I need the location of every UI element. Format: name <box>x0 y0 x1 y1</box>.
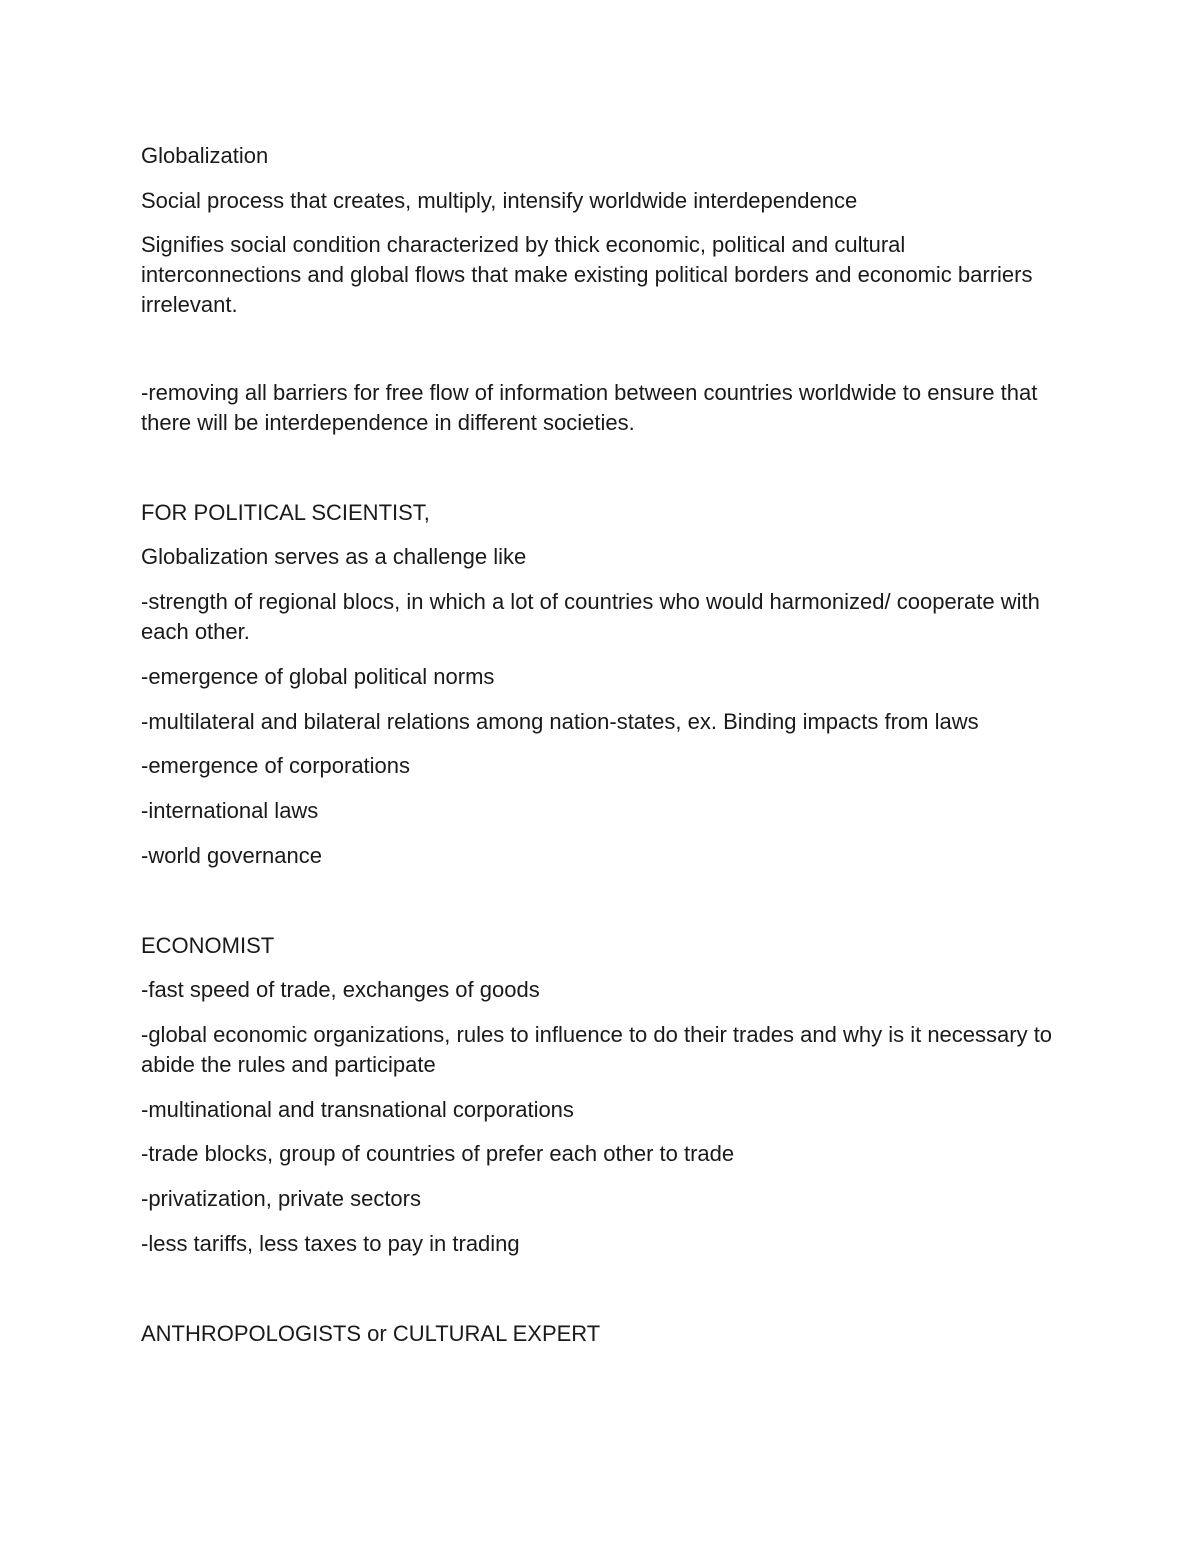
section-heading-economist: ECONOMIST <box>141 933 275 958</box>
list-item: -emergence of global political norms <box>141 664 495 689</box>
list-item: -emergence of corporations <box>141 753 411 778</box>
list-item: -trade blocks, group of countries of prefer each other to trade <box>141 1141 735 1166</box>
list-item: -multinational and transnational corporations <box>141 1097 574 1122</box>
document-title: Globalization <box>141 143 269 168</box>
section-heading-political: FOR POLITICAL SCIENTIST, <box>141 500 430 525</box>
list-item: -international laws <box>141 798 319 823</box>
list-item: -world governance <box>141 843 322 868</box>
list-item: -fast speed of trade, exchanges of goods <box>141 977 540 1002</box>
definition-paragraph: Social process that creates, multiply, intensify worldwide interdependence <box>141 188 858 213</box>
list-item: -privatization, private sectors <box>141 1186 421 1211</box>
section-intro: Globalization serves as a challenge like <box>141 544 527 569</box>
definition-paragraph: -removing all barriers for free flow of information between countries worldwide to ensure that there will be interdependence in different societies. <box>141 380 1038 435</box>
section-heading-anthropologists: ANTHROPOLOGISTS or CULTURAL EXPERT <box>141 1321 601 1346</box>
list-item: -strength of regional blocs, in which a lot of countries who would harmonized/ cooperate with each other. <box>141 589 1040 644</box>
definition-paragraph: Signifies social condition characterized by thick economic, political and cultural interconnections and global flows that make existing political borders and economic barriers irrelevant. <box>141 232 1033 317</box>
list-item: -global economic organizations, rules to influence to do their trades and why is it necessary to abide the rules and participate <box>141 1022 1053 1077</box>
list-item: -less tariffs, less taxes to pay in trading <box>141 1231 520 1256</box>
list-item: -multilateral and bilateral relations among nation-states, ex. Binding impacts from laws <box>141 709 979 734</box>
